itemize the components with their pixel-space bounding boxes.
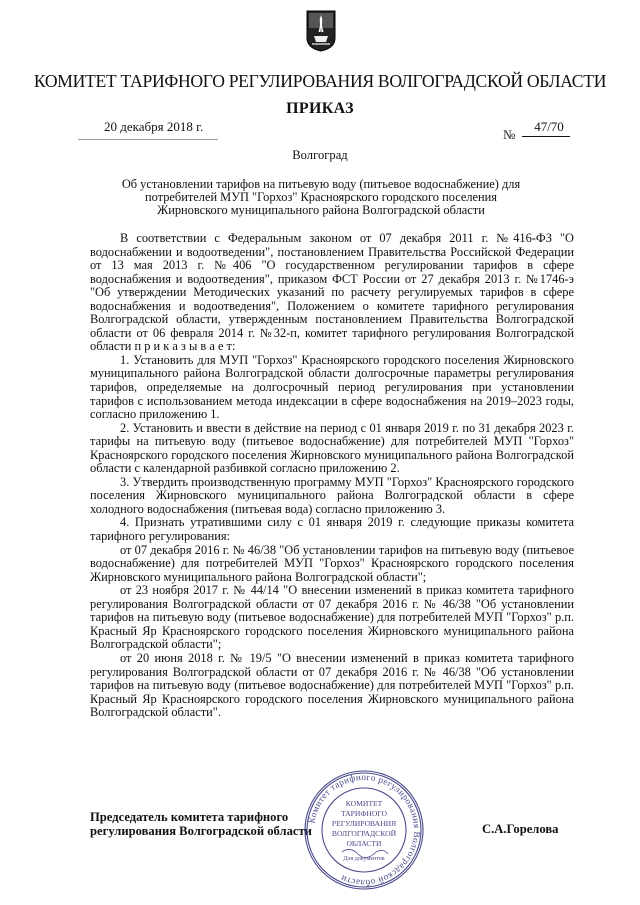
stamp-line-3: РЕГУЛИРОВАНИЯ (331, 819, 397, 828)
document-date: 20 декабря 2018 г. (104, 119, 204, 134)
document-number: 47/70 (534, 119, 564, 134)
signatory-title-line-2: регулирования Волгоградской области (90, 824, 312, 838)
stamp-line-1: КОМИТЕТ (345, 799, 383, 808)
stamp-outer-text: Комитет тарифного регулирования Волгоградской области (306, 771, 423, 889)
official-stamp (302, 768, 426, 892)
stamp-line-5: ОБЛАСТИ (346, 839, 382, 848)
paragraph-item-3: 3. Утвердить производственную программу МУП "Горхоз" Красноярского городского поселения Жирновского муниципального района Волгоградской области в сфере холодного водоснабжения (питьевая вода) согласно приложению 3. (90, 474, 574, 516)
signatory-name: С.А.Горелова (482, 822, 559, 836)
paragraph-item-1: 1. Установить для МУП "Горхоз" Красноярского городского поселения Жирновского муниципального района Волгоградской области долгосрочные параметры регулирования тарифов, определяемые на долгосрочный период регулирования при установлении тарифов с использованием метода индексации в сфере водоснабжения на 2019–2023 годы, согласно приложению 1. (90, 352, 574, 422)
paragraph-preamble: В соответствии с Федеральным законом от 07 декабря 2011 г. №416-ФЗ "О водоснабжении и водоотведении", постановлением Правительства Российской Федерации от 13 мая 2013 г. №406 "О государственном регулировании тарифов в сфере водоснабжения и водоотведения", приказом ФСТ России от 27 декабря 2013 г. №1746-э "Об утверждении Методических указаний по расчету регулируемых тарифов в сфере водоснабжения и водоотведения", Положением о комитете тарифного регулирования Волгоградской области, утвержденным постановлением Правительства Волгоградской области от 06 февраля 2014 г. №32-п, комитет тарифного регулирования Волгоградской области п р и к а з ы в а е т: (90, 231, 574, 354)
stamp-line-6: Для документов (343, 856, 385, 862)
stamp-line-4: ВОЛГОГРАДСКОЙ (331, 829, 397, 838)
document-city: Волгоград (292, 148, 348, 162)
signatory-title-line-1: Председатель комитета тарифного (90, 810, 289, 824)
document-body (90, 232, 574, 720)
paragraph-repealed-3: от 20 июня 2018 г. № 19/5 "О внесении изменений в приказ комитета тарифного регулирования Волгоградской области от 07 декабря 2016 г. № 46/38 "Об установлении тарифов на питьевую воду (питьевое водоснабжение) для потребителей МУП "Горхоз" р.п. Красный Яр Красноярского городского поселения Жирновского муниципального района Волгоградской области". (90, 650, 574, 720)
paragraph-repealed-1: от 07 декабря 2016 г. № 46/38 "Об установлении тарифов на питьевую воду (питьевое водоснабжение) для потребителей МУП "Горхоз" Красноярского городского поселения Жирновского муниципального района Волгоградской области"; (90, 542, 574, 584)
document-type: ПРИКАЗ (286, 100, 354, 117)
paragraph-item-2: 2. Установить и ввести в действие на период с 01 января 2019 г. по 31 декабря 2023 г. тарифы на питьевую воду (питьевое водоснабжение) для потребителей МУП "Горхоз" Красноярского городского поселения Жирновского муниципального района Волгоградской области с календарной разбивкой согласно приложению 2. (90, 420, 574, 476)
stamp-line-2: ТАРИФНОГО (340, 809, 388, 818)
number-underline (522, 136, 570, 137)
organization-name: КОМИТЕТ ТАРИФНОГО РЕГУЛИРОВАНИЯ ВОЛГОГРАДСКОЙ ОБЛАСТИ (33, 71, 607, 91)
volgograd-coat-of-arms-icon (306, 10, 336, 52)
signatory-title (90, 810, 312, 838)
date-underline (78, 139, 218, 140)
paragraph-repealed-2: от 23 ноября 2017 г. № 44/14 "О внесении изменений в приказ комитета тарифного регулирования Волгоградской области от 07 декабря 2016 г. № 46/38 "Об установлении тарифов на питьевую воду (питьевое водоснабжение) для потребителей МУП "Горхоз" р.п. Красный Яр Красноярского городского поселения Жирновского муниципального района Волгоградской области"; (90, 583, 574, 652)
document-title: Об установлении тарифов на питьевую воду (питьевое водоснабжение) для потребителей МУП "Горхоз" Красноярского городского поселения Жирновского муниципального района Волгоградской области (121, 177, 521, 217)
paragraph-item-4: 4. Признать утратившими силу с 01 января 2019 г. следующие приказы комитета тарифного регулирования: (90, 515, 574, 544)
number-sign: № (503, 127, 516, 142)
